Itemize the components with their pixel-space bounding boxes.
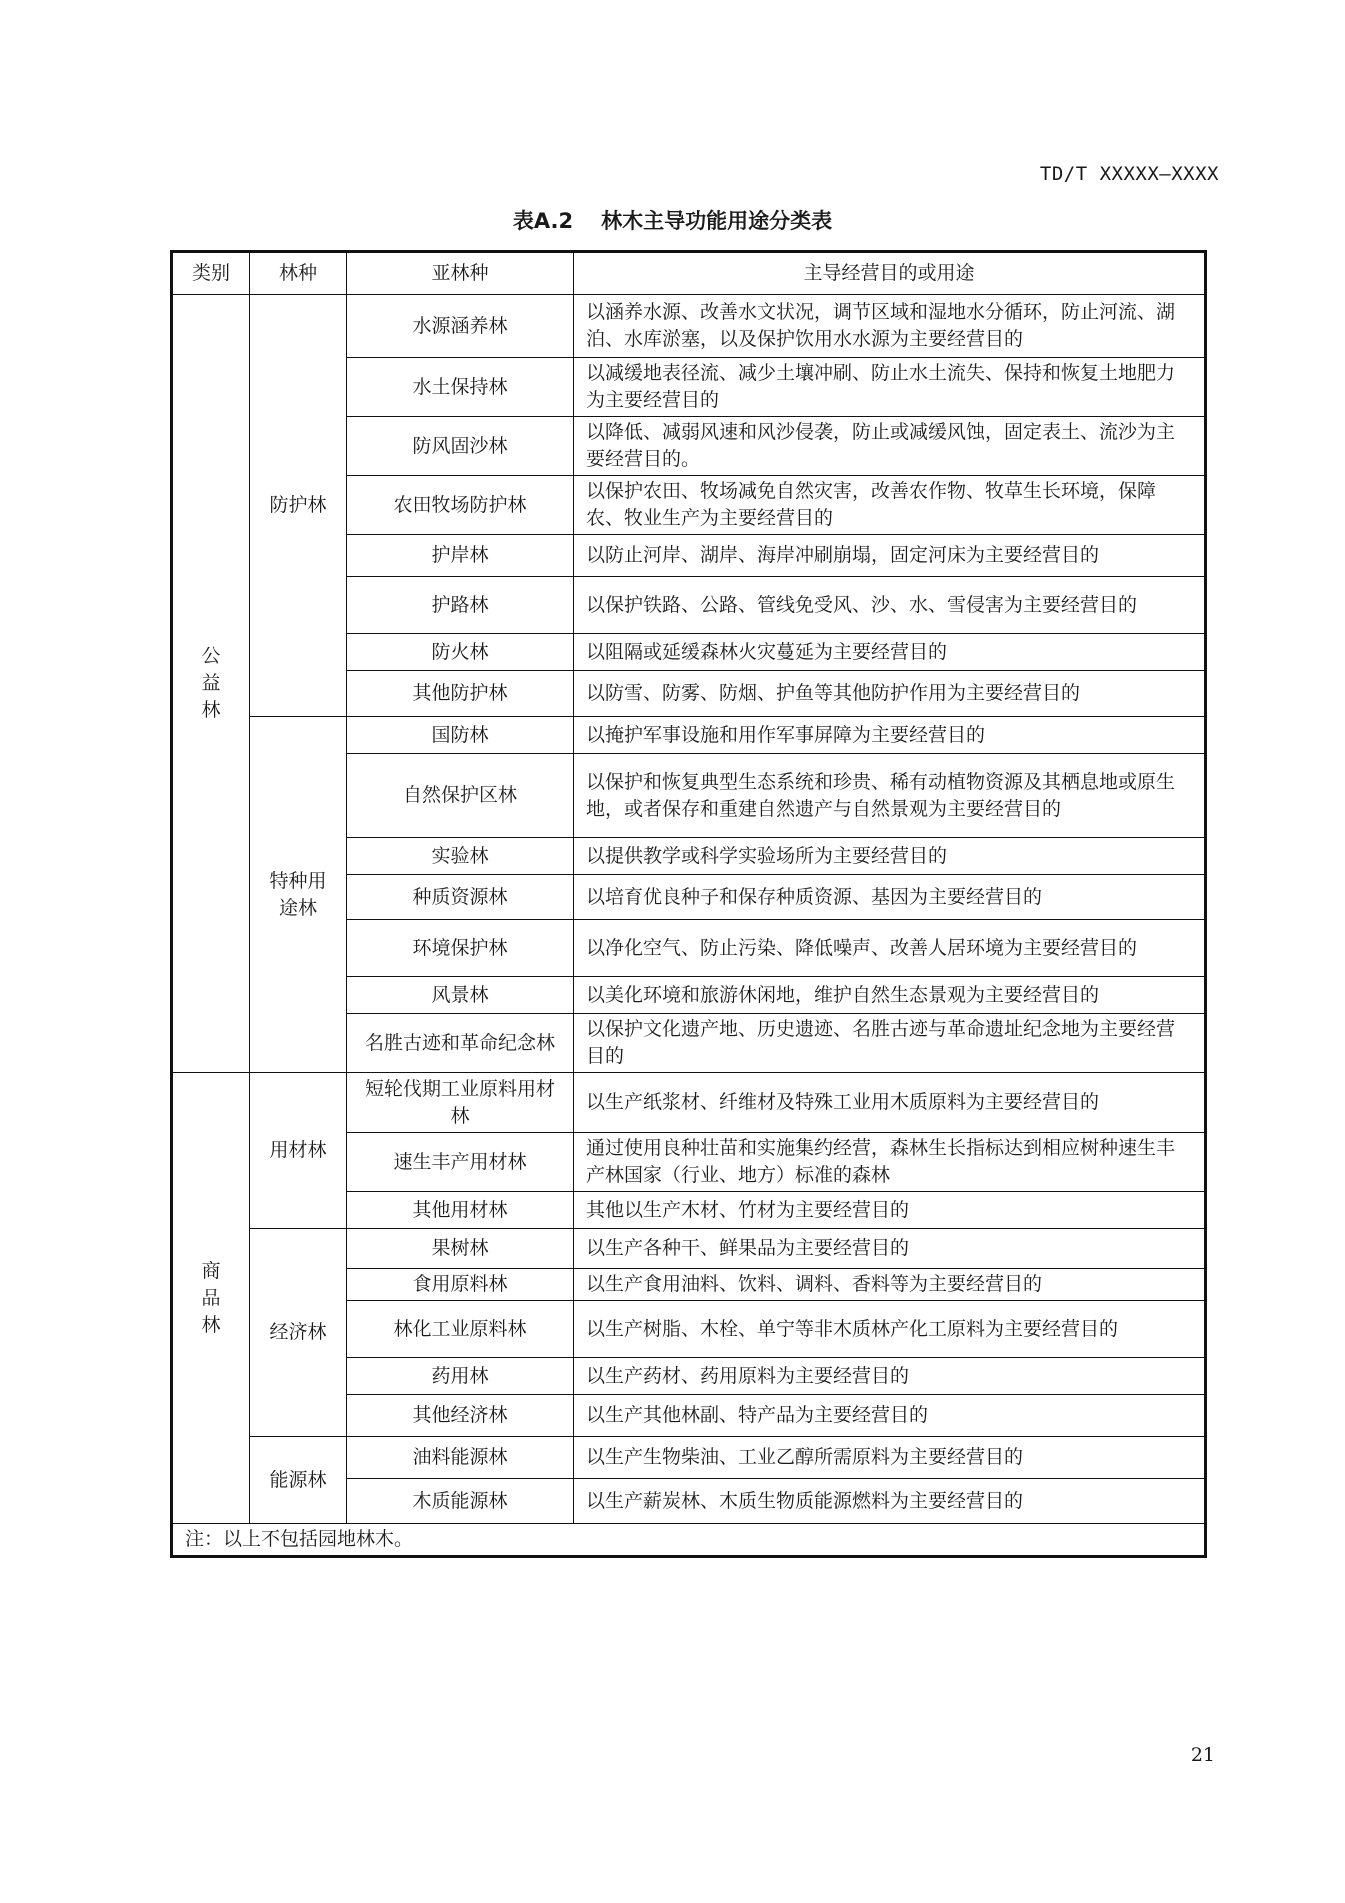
sub-type-cell: 环境保护林	[347, 920, 574, 977]
sub-type-cell: 水源涵养林	[347, 295, 574, 358]
sub-type-cell: 其他防护林	[347, 671, 574, 717]
header-forest-type: 林种	[250, 252, 347, 295]
purpose-cell: 以生产药材、药用原料为主要经营目的	[574, 1358, 1206, 1395]
purpose-cell: 其他以生产木材、竹材为主要经营目的	[574, 1192, 1206, 1229]
forest-type-cell: 用材林	[250, 1073, 347, 1229]
table-row	[172, 295, 1206, 358]
purpose-cell: 以生产树脂、木栓、单宁等非木质林产化工原料为主要经营目的	[574, 1301, 1206, 1358]
purpose-cell: 以培育优良种子和保存种质资源、基因为主要经营目的	[574, 875, 1206, 920]
table-caption	[0, 205, 1345, 235]
sub-type-cell: 护岸林	[347, 535, 574, 577]
sub-type-cell: 药用林	[347, 1358, 574, 1395]
purpose-cell: 以提供教学或科学实验场所为主要经营目的	[574, 838, 1206, 875]
forest-type-cell: 特种用途林	[250, 717, 347, 1073]
purpose-cell: 以生产纸浆材、纤维材及特殊工业用木质原料为主要经营目的	[574, 1073, 1206, 1133]
table-row	[172, 1229, 1206, 1269]
purpose-cell: 以生产生物柴油、工业乙醇所需原料为主要经营目的	[574, 1437, 1206, 1479]
purpose-cell: 以降低、减弱风速和风沙侵袭，防止或减缓风蚀，固定表土、流沙为主要经营目的。	[574, 417, 1206, 476]
sub-type-cell: 种质资源林	[347, 875, 574, 920]
sub-type-cell: 短轮伐期工业原料用材林	[347, 1073, 574, 1133]
purpose-cell: 以保护农田、牧场减免自然灾害，改善农作物、牧草生长环境，保障农、牧业生产为主要经营目的	[574, 476, 1206, 535]
purpose-cell: 以保护和恢复典型生态系统和珍贵、稀有动植物资源及其栖息地或原生地，或者保存和重建自然遗产与自然景观为主要经营目的	[574, 754, 1206, 838]
table-number: 表A.2	[512, 209, 574, 233]
classification-table	[170, 250, 1207, 1558]
purpose-cell: 以保护铁路、公路、管线免受风、沙、水、雪侵害为主要经营目的	[574, 577, 1206, 634]
category-label: 公益林	[201, 645, 221, 721]
sub-type-cell: 水土保持林	[347, 358, 574, 417]
header-purpose: 主导经营目的或用途	[574, 252, 1206, 295]
table-note: 注：以上不包括园地林木。	[172, 1524, 1206, 1557]
standard-code: TD/T XXXXX—XXXX	[1039, 163, 1219, 185]
sub-type-cell: 实验林	[347, 838, 574, 875]
sub-type-cell: 名胜古迹和革命纪念林	[347, 1014, 574, 1073]
table-row	[172, 1437, 1206, 1479]
note-row	[172, 1524, 1206, 1557]
purpose-cell: 以生产各种干、鲜果品为主要经营目的	[574, 1229, 1206, 1269]
sub-type-cell: 食用原料林	[347, 1269, 574, 1301]
page-number: 21	[1190, 1744, 1215, 1766]
purpose-cell: 以防雪、防雾、防烟、护鱼等其他防护作用为主要经营目的	[574, 671, 1206, 717]
sub-type-cell: 农田牧场防护林	[347, 476, 574, 535]
purpose-cell: 以减缓地表径流、减少土壤冲刷、防止水土流失、保持和恢复土地肥力为主要经营目的	[574, 358, 1206, 417]
sub-type-cell: 自然保护区林	[347, 754, 574, 838]
table-row	[172, 1073, 1206, 1133]
purpose-cell: 以净化空气、防止污染、降低噪声、改善人居环境为主要经营目的	[574, 920, 1206, 977]
sub-type-cell: 风景林	[347, 977, 574, 1014]
sub-type-cell: 国防林	[347, 717, 574, 754]
forest-type-cell: 能源林	[250, 1437, 347, 1524]
sub-type-cell: 护路林	[347, 577, 574, 634]
forest-type-cell: 防护林	[250, 295, 347, 717]
purpose-cell: 以掩护军事设施和用作军事屏障为主要经营目的	[574, 717, 1206, 754]
forest-type-cell: 经济林	[250, 1229, 347, 1437]
header-category: 类别	[172, 252, 250, 295]
sub-type-cell: 林化工业原料林	[347, 1301, 574, 1358]
purpose-cell: 以阻隔或延缓森林火灾蔓延为主要经营目的	[574, 634, 1206, 671]
sub-type-cell: 防风固沙林	[347, 417, 574, 476]
category-cell	[172, 295, 250, 1073]
table-body	[172, 295, 1206, 1524]
table-header-row	[172, 252, 1206, 295]
category-cell	[172, 1073, 250, 1524]
table-row	[172, 717, 1206, 754]
purpose-cell: 以涵养水源、改善水文状况，调节区域和湿地水分循环，防止河流、湖泊、水库淤塞，以及保护饮用水水源为主要经营目的	[574, 295, 1206, 358]
purpose-cell: 以生产食用油料、饮料、调料、香料等为主要经营目的	[574, 1269, 1206, 1301]
purpose-cell: 通过使用良种壮苗和实施集约经营，森林生长指标达到相应树种速生丰产林国家（行业、地方）标准的森林	[574, 1133, 1206, 1192]
purpose-cell: 以生产薪炭林、木质生物质能源燃料为主要经营目的	[574, 1479, 1206, 1524]
purpose-cell: 以美化环境和旅游休闲地，维护自然生态景观为主要经营目的	[574, 977, 1206, 1014]
sub-type-cell: 果树林	[347, 1229, 574, 1269]
sub-type-cell: 速生丰产用材林	[347, 1133, 574, 1192]
sub-type-cell: 其他经济林	[347, 1395, 574, 1437]
sub-type-cell: 木质能源林	[347, 1479, 574, 1524]
purpose-cell: 以保护文化遗产地、历史遗迹、名胜古迹与革命遗址纪念地为主要经营目的	[574, 1014, 1206, 1073]
header-sub-type: 亚林种	[347, 252, 574, 295]
sub-type-cell: 其他用材林	[347, 1192, 574, 1229]
category-label: 商品林	[201, 1259, 221, 1336]
table-title: 林木主导功能用途分类表	[601, 209, 833, 233]
purpose-cell: 以生产其他林副、特产品为主要经营目的	[574, 1395, 1206, 1437]
sub-type-cell: 防火林	[347, 634, 574, 671]
sub-type-cell: 油料能源林	[347, 1437, 574, 1479]
purpose-cell: 以防止河岸、湖岸、海岸冲刷崩塌，固定河床为主要经营目的	[574, 535, 1206, 577]
